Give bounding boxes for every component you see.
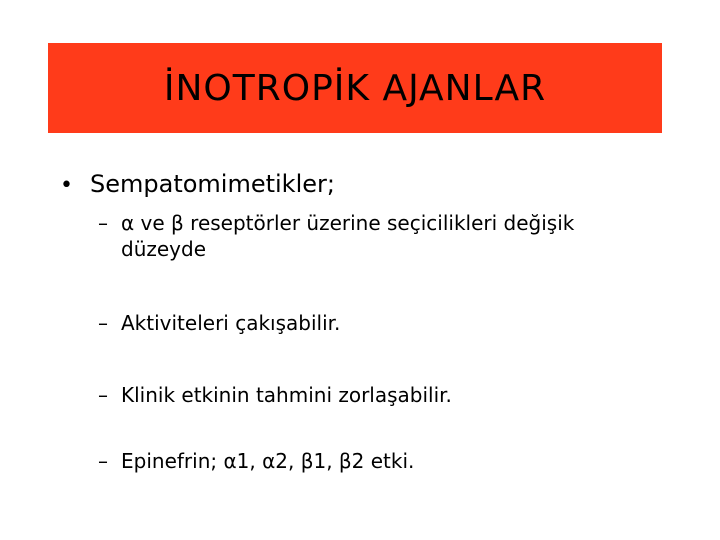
sub-item-text: Klinik etkinin tahmini zorlaşabilir.: [121, 383, 452, 407]
dash-marker: –: [98, 383, 108, 407]
dash-marker: –: [98, 311, 108, 335]
bullet-item: [60, 170, 335, 198]
sub-item-text: Aktiviteleri çakışabilir.: [121, 311, 341, 335]
title-banner: [48, 43, 662, 133]
bullet-text: Sempatomimetikler;: [90, 170, 335, 198]
sub-item-clinical-prediction: [98, 382, 641, 408]
slide-title: İNOTROPİK AJANLAR: [163, 67, 547, 109]
dash-marker: –: [98, 449, 108, 473]
sub-item-receptor-selectivity: [98, 210, 641, 262]
sub-item-epinephrine: [98, 448, 641, 474]
sub-item-text: α ve β reseptörler üzerine seçicilikleri değişik düzeyde: [121, 211, 575, 261]
bullet-marker: •: [60, 173, 73, 198]
dash-marker: –: [98, 211, 108, 235]
sub-item-text: Epinefrin; α1, α2, β1, β2 etki.: [121, 449, 415, 473]
sub-item-activity-overlap: [98, 310, 641, 336]
